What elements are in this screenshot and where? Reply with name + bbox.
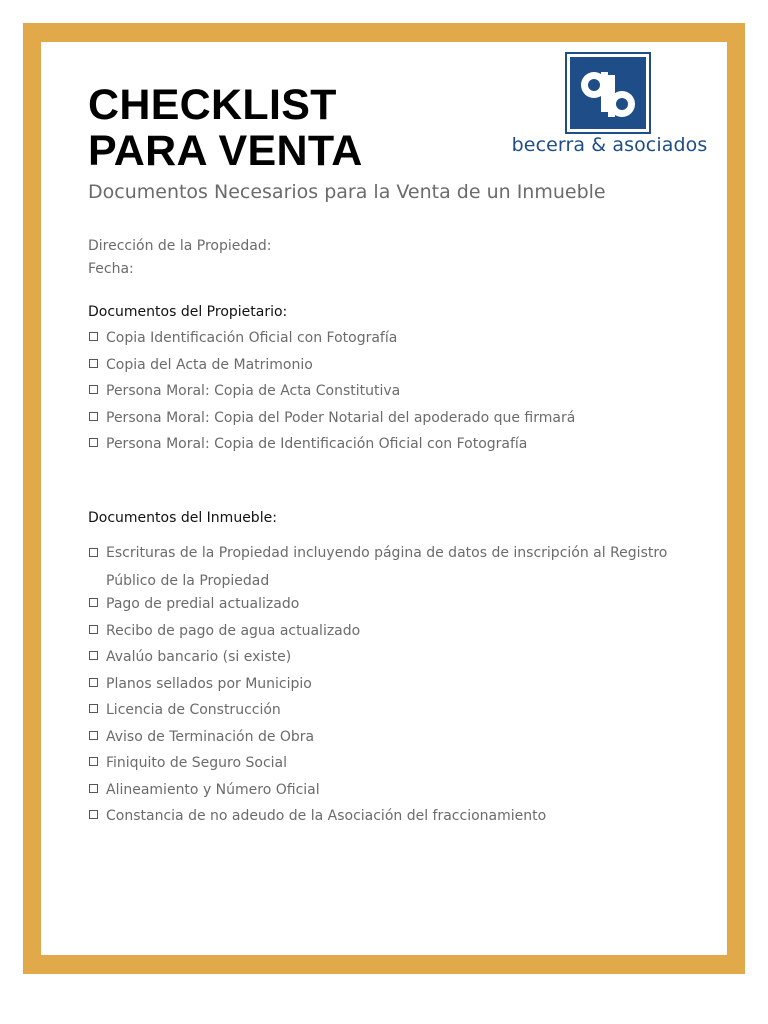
document-border	[23, 23, 745, 974]
title-line-1: CHECKLIST	[88, 81, 337, 129]
page-subtitle: Documentos Necesarios para la Venta de un Inmueble	[88, 181, 606, 203]
logo-monogram	[567, 54, 649, 132]
checklist-item[interactable]	[88, 621, 681, 641]
checkbox-icon[interactable]	[89, 704, 98, 713]
checkbox-icon[interactable]	[89, 731, 98, 740]
checkbox-icon[interactable]	[89, 332, 98, 341]
checkbox-icon[interactable]	[89, 548, 98, 557]
checklist-item[interactable]	[88, 647, 681, 667]
checkbox-icon[interactable]	[89, 625, 98, 634]
checklist-item-label: Copia Identificación Oficial con Fotografía	[106, 330, 398, 346]
checklist-item-label: Licencia de Construcción	[106, 702, 281, 718]
checklist-item[interactable]	[88, 727, 681, 747]
date-label: Fecha:	[88, 261, 134, 277]
checkbox-icon[interactable]	[89, 412, 98, 421]
checklist-item-label: Copia del Acta de Matrimonio	[106, 356, 313, 373]
checklist-item[interactable]	[88, 408, 575, 435]
address-label: Dirección de la Propiedad:	[88, 238, 272, 254]
checklist-item[interactable]	[88, 753, 681, 773]
checkbox-icon[interactable]	[89, 784, 98, 793]
property-fields	[88, 235, 271, 281]
checklist-item-label: Pago de predial actualizado	[106, 596, 300, 612]
checklist-item-label: Alineamiento y Número Oficial	[106, 781, 320, 798]
checklist-item-label: Planos sellados por Municipio	[106, 675, 312, 692]
checklist-item-label: Avalúo bancario (si existe)	[106, 649, 292, 665]
checklist-item-label: Persona Moral: Copia del Poder Notarial del apoderado que firmará	[106, 409, 576, 426]
property-docs-heading: Documentos del Inmueble:	[88, 510, 277, 526]
qb-monogram-icon	[570, 57, 646, 129]
page-title	[88, 82, 363, 174]
checklist-item[interactable]	[88, 539, 681, 595]
checklist-item-label: Persona Moral: Copia de Identificación Oficial con Fotografía	[106, 436, 528, 452]
checklist-item-label: Constancia de no adeudo de la Asociación del fraccionamiento	[106, 808, 547, 824]
checkbox-icon[interactable]	[89, 678, 98, 687]
checklist-item[interactable]	[88, 780, 681, 800]
checklist-item-label: Persona Moral: Copia de Acta Constitutiva	[106, 383, 401, 399]
checklist-item-label: Finiquito de Seguro Social	[106, 755, 288, 771]
checklist-item-label: Escrituras de la Propiedad incluyendo página de datos de inscripción al Registro Público de la Propiedad	[106, 545, 668, 589]
property-docs-list	[88, 543, 681, 833]
checklist-item[interactable]	[88, 700, 681, 720]
checklist-item[interactable]	[88, 355, 575, 382]
checkbox-icon[interactable]	[89, 651, 98, 660]
checkbox-icon[interactable]	[89, 438, 98, 447]
checklist-item[interactable]	[88, 806, 681, 826]
checklist-item[interactable]	[88, 674, 681, 694]
checkbox-icon[interactable]	[89, 359, 98, 368]
title-line-2: PARA VENTA	[88, 127, 363, 175]
owner-docs-list	[88, 328, 575, 461]
logo-wordmark: becerra & asociados	[511, 134, 708, 156]
checkbox-icon[interactable]	[89, 757, 98, 766]
checkbox-icon[interactable]	[89, 810, 98, 819]
checklist-item[interactable]	[88, 594, 681, 614]
document-page	[41, 42, 727, 955]
owner-docs-heading: Documentos del Propietario:	[88, 304, 288, 320]
checkbox-icon[interactable]	[89, 598, 98, 607]
checklist-item[interactable]	[88, 328, 575, 355]
checkbox-icon[interactable]	[89, 385, 98, 394]
checklist-item[interactable]	[88, 434, 575, 461]
checklist-item[interactable]	[88, 381, 575, 408]
checklist-item-label: Aviso de Terminación de Obra	[106, 728, 315, 745]
company-logo	[502, 54, 712, 164]
checklist-item-label: Recibo de pago de agua actualizado	[106, 622, 361, 639]
